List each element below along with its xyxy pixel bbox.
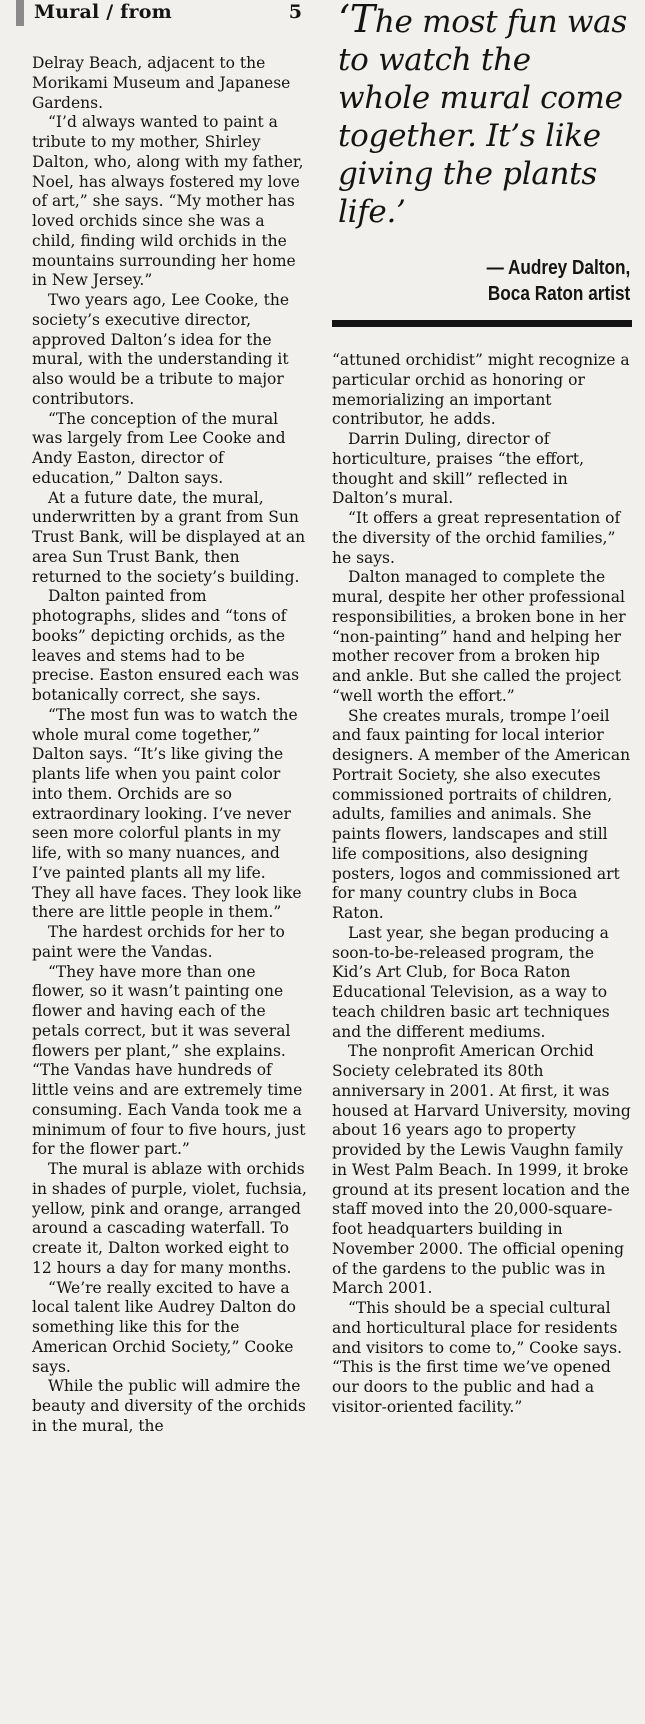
pull-quote-text: he most fun was to watch the whole mural come together. It’s like giving the plants life.’ bbox=[338, 4, 627, 230]
article-paragraph: “We’re really excited to have a local talent like Audrey Dalton do something like this for the American Orchid Society,” Cooke says. bbox=[32, 1278, 296, 1376]
right-article-text bbox=[332, 327, 632, 1418]
pull-quote bbox=[332, 0, 632, 231]
jump-title: Mural / from bbox=[34, 1, 172, 23]
attribution-title: Boca Raton artist bbox=[487, 283, 631, 305]
right-column bbox=[332, 0, 632, 1418]
article-paragraph: “This should be a special cultural and horticultural place for residents and visitors to come to,” Cooke says. “This is the first time we’ve opened our doors to the public and had a visitor-oriented facility.” bbox=[332, 1299, 623, 1416]
article-paragraph: “I’d always wanted to paint a tribute to my mother, Shirley Dalton, who, along with my father, Noel, has always fostered my love of art,” she says. “My mother has loved orchids since she was a child, finding wild orchids in the mountains surrounding her home in New Jersey.” bbox=[32, 113, 304, 290]
pull-quote-attribution bbox=[374, 255, 632, 307]
article-paragraph: Darrin Duling, director of horticulture, praises “the effort, thought and skill” reflected in Dalton’s mural. bbox=[332, 430, 585, 508]
left-article-text bbox=[20, 26, 312, 1437]
article-paragraph: “The conception of the mural was largely from Lee Cooke and Andy Easton, director of education,” Dalton says. bbox=[32, 409, 286, 487]
article-paragraph: The mural is ablaze with orchids in shades of purple, violet, fuchsia, yellow, pink and orange, arranged around a cascading waterfall. To create it, Dalton worked eight to 12 hours a day for many months. bbox=[32, 1160, 307, 1277]
article-paragraph: “They have more than one flower, so it wasn’t painting one flower and having each of the petals correct, but it was several flowers per plant,” she explains. “The Vandas have hundreds of little veins and are extremely time consuming. Each Vanda took me a minimum of four to five hours, just for the flower part.” bbox=[32, 962, 306, 1159]
pull-quote-initial: ‘T bbox=[338, 0, 375, 41]
article-paragraph: “attuned orchidist” might recognize a particular orchid as honoring or memorializing an important contributor, he adds. bbox=[332, 351, 630, 429]
article-paragraph: Dalton managed to complete the mural, despite her other professional responsibilities, a broken bone in her “non-painting” hand and helping her mother recover from a broken hip and ankle. But she called the project “well worth the effort.” bbox=[332, 568, 626, 705]
article-paragraph: The nonprofit American Orchid Society celebrated its 80th anniversary in 2001. At first, it was housed at Harvard University, moving about 16 years ago to property provided by the Lewis Vaughn family in West Palm Beach. In 1999, it broke ground at its present location and the staff moved into the 20,000-square-foot headquarters building in November 2000. The official opening of the gardens to the public was in March 2001. bbox=[332, 1042, 631, 1298]
attribution-name: — Audrey Dalton, bbox=[486, 257, 631, 279]
article-paragraph: At a future date, the mural, underwritten by a grant from Sun Trust Bank, will be displayed at an area Sun Trust Bank, then returned to the society’s building. bbox=[32, 488, 306, 586]
section-divider bbox=[332, 320, 632, 327]
article-paragraph: Two years ago, Lee Cooke, the society’s executive director, approved Dalton’s idea for the mural, with the understanding it also would be a tribute to major contributors. bbox=[32, 291, 290, 408]
article-paragraph: Delray Beach, adjacent to the Morikami Museum and Japanese Gardens. bbox=[32, 54, 291, 112]
left-column bbox=[20, 0, 312, 1437]
article-paragraph: While the public will admire the beauty and diversity of the orchids in the mural, the bbox=[32, 1377, 306, 1435]
article-paragraph: The hardest orchids for her to paint were the Vandas. bbox=[32, 923, 285, 961]
article-paragraph: “It offers a great representation of the diversity of the orchid families,” he says. bbox=[332, 509, 621, 567]
jump-header bbox=[16, 0, 312, 26]
article-paragraph: She creates murals, trompe l’oeil and faux painting for local interior designers. A member of the American Portrait Society, she also executes commissioned portraits of children, adults, families and animals. She paints flowers, landscapes and still life compositions, also designing posters, logos and commissioned art for many country clubs in Boca Raton. bbox=[332, 706, 631, 922]
article-paragraph: “The most fun was to watch the whole mural come together,” Dalton says. “It’s like giving the plants life when you paint color into them. Orchids are so extraordinary looking. I’ve never seen more colorful plants in my life, with so many nuances, and I’ve painted plants all my life. They all have faces. They look like there are little people in them.” bbox=[32, 705, 302, 922]
article-paragraph: Last year, she began producing a soon-to-be-released program, the Kid’s Art Club, for Boca Raton Educational Television, as a way to teach children basic art techniques and the different mediums. bbox=[332, 923, 610, 1041]
article-paragraph: Dalton painted from photographs, slides and “tons of books” depicting orchids, as the leaves and stems had to be precise. Easton ensured each was botanically correct, she says. bbox=[32, 587, 300, 704]
jump-page-number: 5 bbox=[288, 1, 302, 23]
